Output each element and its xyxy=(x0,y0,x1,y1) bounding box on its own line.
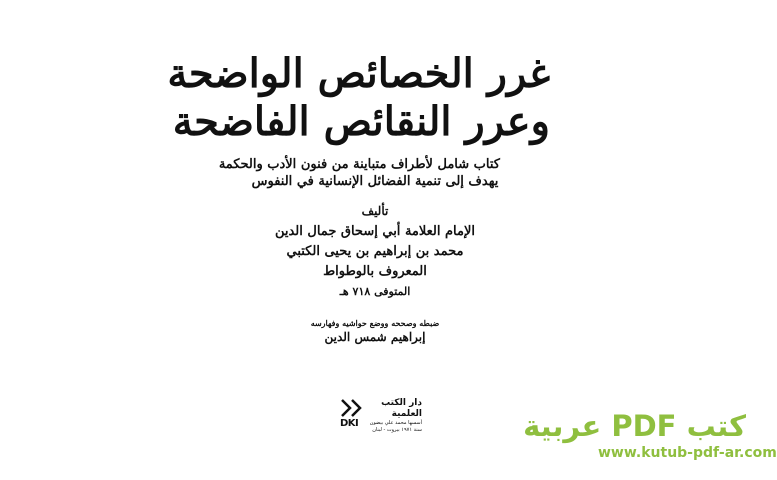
author-death-note: المتوفى ٧١٨ هـ xyxy=(339,285,411,298)
watermark xyxy=(523,408,777,462)
publisher-abbrev: DKI xyxy=(340,418,359,429)
author-line-3: المعروف بالوطواط xyxy=(323,264,427,279)
author-line-1: الإمام العلامة أبي إسحاق جمال الدين xyxy=(274,224,476,239)
editor-note: ضبطه وصححه ووضع حواشيه وفهارسه xyxy=(310,318,440,328)
publisher-logo xyxy=(338,396,422,433)
subtitle-line-2: يهدف إلى تنمية الفضائل الإنسانية في النفوس xyxy=(251,174,499,189)
watermark-title: كتب PDF عربية xyxy=(523,409,746,443)
subtitle-line-1: كتاب شامل لأطراف متباينة من فنون الأدب والحكمة xyxy=(218,157,500,172)
publisher-founder: أسسها محمد علي بيضون xyxy=(369,420,422,426)
authored-by-label: تأليف xyxy=(361,204,389,218)
publisher-name: دار الكتب العلمية xyxy=(381,398,422,419)
author-line-2: محمد بن إبراهيم بن يحيى الكتبي xyxy=(286,244,464,259)
publisher-year: سنة ١٩٧١ بيروت - لبنان xyxy=(372,427,422,433)
book-title-line-1: غرر الخصائص الواضحة xyxy=(167,50,550,97)
watermark-url[interactable]: www.kutub-pdf-ar.com xyxy=(598,445,777,461)
editor-name: إبراهيم شمس الدين xyxy=(324,330,426,344)
book-title-line-2: وعرر النقائص الفاضحة xyxy=(172,98,550,145)
